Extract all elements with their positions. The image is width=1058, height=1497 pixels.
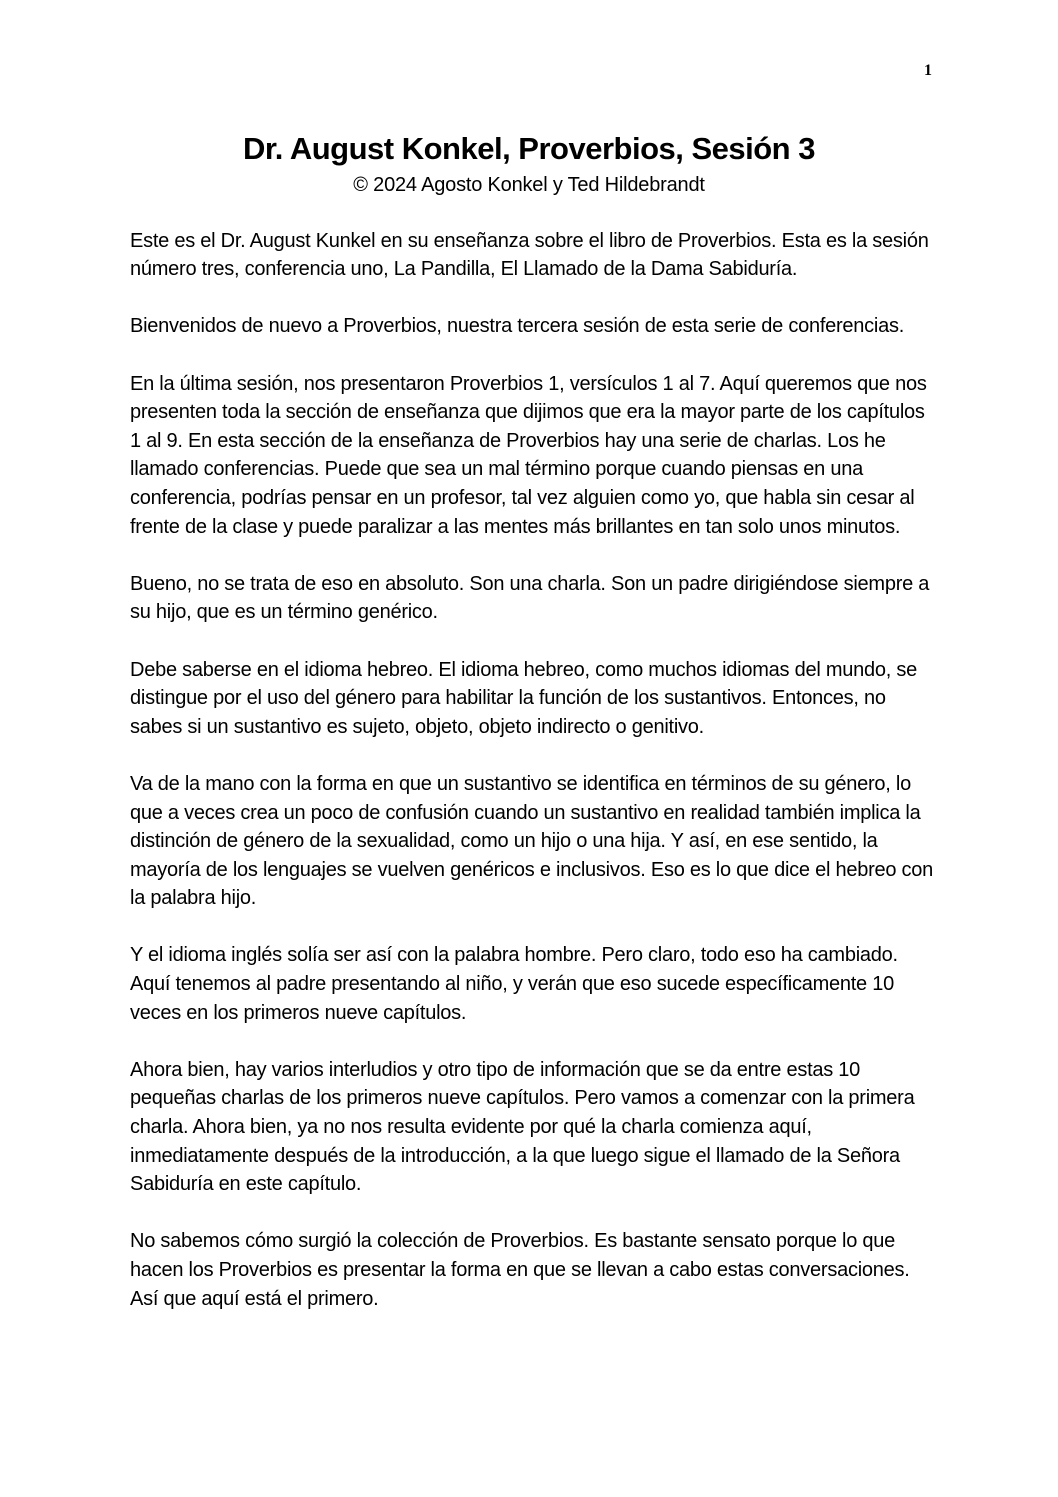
page-number: 1	[924, 62, 932, 79]
paragraph-hebreo: Debe saberse en el idioma hebreo. El idioma hebreo, como muchos idiomas del mundo, se distingue por el uso del género para habilitar la función de los sustantivos. Entonces, no sabes si un sustantivo es sujeto, objeto, objeto indirecto o genitivo.	[130, 658, 917, 738]
paragraph-ingles: Y el idioma inglés solía ser así con la palabra hombre. Pero claro, todo eso ha cambiado. Aquí tenemos al padre presentando al niño, y verán que eso sucede específicamente 10 veces en los primeros nueve capítulos.	[130, 944, 898, 1024]
paragraph-interludios: Ahora bien, hay varios interludios y otro tipo de información que se da entre estas 10 pequeñas charlas de los primeros nueve capítulos. Pero vamos a comenzar con la primera charla. Ahora bien, ya no nos resulta evidente por qué la charla comienza aquí, inmediatamente después de la introducción, a la que luego sigue el llamado de la Señora Sabiduría en este capítulo.	[130, 1058, 915, 1196]
paragraph-coleccion: No sabemos cómo surgió la colección de Proverbios. Es bastante sensato porque lo que hacen los Proverbios es presentar la forma en que se llevan a cabo estas conversaciones. Así que aquí está el primero.	[130, 1230, 910, 1310]
paragraph-welcome: Bienvenidos de nuevo a Proverbios, nuestra tercera sesión de esta serie de conferencias.	[130, 315, 905, 338]
document-body	[130, 227, 936, 1314]
copyright-line: © 2024 Agosto Konkel y Ted Hildebrandt	[353, 173, 705, 196]
paragraph-last-session: En la última sesión, nos presentaron Proverbios 1, versículos 1 al 7. Aquí queremos que nos presenten toda la sección de enseñanza que dijimos que era la mayor parte de los capítulos 1 al 9. En esta sección de la enseñanza de Proverbios hay una serie de charlas. Los he llamado conferencias. Puede que sea un mal término porque cuando piensas en una conferencia, podrías pensar en un profesor, tal vez alguien como yo, que habla sin cesar al frente de la clase y puede paralizar a las mentes más brillantes en tan solo unos minutos.	[130, 372, 927, 538]
paragraph-genero: Va de la mano con la forma en que un sustantivo se identifica en términos de su género, lo que a veces crea un poco de confusión cuando un sustantivo en realidad también implica la distinción de género de la sexualidad, como un hijo o una hija. Y así, en ese sentido, la mayoría de los lenguajes se vuelven genéricos e inclusivos. Eso es lo que dice el hebreo con la palabra hijo.	[130, 772, 934, 910]
page-title: Dr. August Konkel, Proverbios, Sesión 3	[243, 131, 815, 166]
paragraph-charla: Bueno, no se trata de eso en absoluto. Son una charla. Son un padre dirigiéndose siempre a su hijo, que es un término genérico.	[130, 572, 930, 624]
paragraph-intro: Este es el Dr. August Kunkel en su enseñanza sobre el libro de Proverbios. Esta es la sesión número tres, conferencia uno, La Pandilla, El Llamado de la Dama Sabiduría.	[130, 229, 929, 281]
